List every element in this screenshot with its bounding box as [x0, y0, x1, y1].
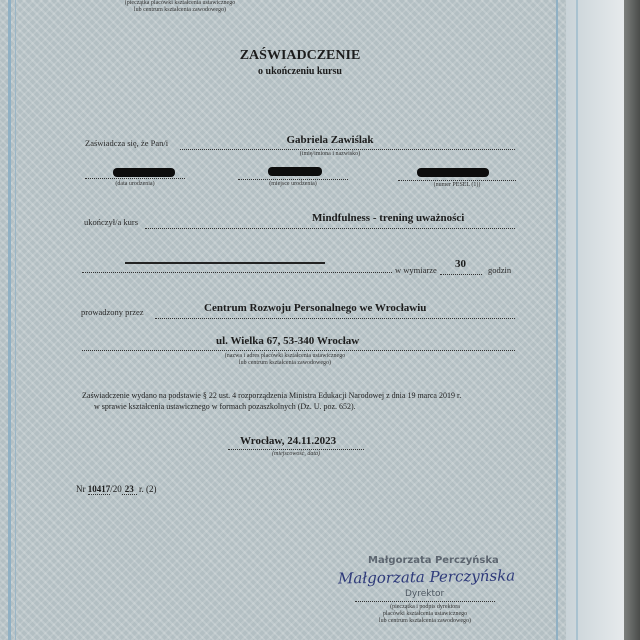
- caption-line: lub centrum kształcenia zawodowego): [238, 360, 332, 366]
- birth-place-caption: (miejsce urodzenia): [269, 181, 317, 187]
- caption-line: lub centrum kształcenia zawodowego): [378, 618, 472, 624]
- number-mid: /20: [110, 484, 122, 494]
- left-border-inner: [15, 0, 16, 640]
- recipient-label: Zaświadcza się, że Pan/i: [85, 138, 169, 148]
- adjacent-page-border: [576, 0, 578, 640]
- director-role: Dyrektor: [405, 589, 445, 599]
- dotted-line: [355, 601, 495, 602]
- left-border: [8, 0, 11, 640]
- organizer-name: Centrum Rozwoju Personalnego we Wrocławiu: [204, 302, 427, 314]
- legal-basis-line-2: w sprawie kształcenia ustawicznego w formach pozaszkolnych (Dz. U. poz. 652).: [94, 402, 356, 411]
- director-stamp-name: Małgorzata Perczyńska: [368, 555, 499, 566]
- duration-hours: 30: [455, 258, 466, 270]
- certificate-title: ZAŚWIADCZENIE: [239, 48, 361, 63]
- caption-line: (pieczątka i podpis dyrektora: [390, 604, 460, 610]
- recipient-name: Gabriela Zawiślak: [286, 134, 374, 146]
- adjacent-page: [566, 0, 624, 640]
- binder-edge: [624, 0, 640, 640]
- dotted-line: [145, 228, 515, 229]
- duration-unit: godzin: [488, 265, 512, 275]
- dotted-line: [180, 149, 515, 150]
- dotted-line: [228, 449, 364, 450]
- organizer-label: prowadzony przez: [81, 307, 144, 317]
- pesel-caption: (numer PESEL (1)): [433, 182, 481, 188]
- signature-caption: [365, 604, 485, 625]
- certificate-number: [76, 484, 157, 495]
- organizer-address: ul. Wielka 67, 53-340 Wrocław: [216, 335, 360, 347]
- dotted-line: [155, 318, 515, 319]
- stamp-note-line: (pieczątka placówki kształcenia ustawicznego: [124, 0, 236, 6]
- place-date-caption: (miejscowość, data): [272, 451, 320, 457]
- number-year: 23: [122, 484, 137, 495]
- issue-place-date: Wrocław, 24.11.2023: [240, 435, 337, 447]
- dotted-line: [398, 180, 516, 181]
- course-label: ukończył/a kurs: [84, 217, 139, 227]
- caption-line: (nazwa i adres placówki kształcenia ustawicznego: [224, 353, 346, 359]
- redacted-birth-place: [268, 167, 322, 176]
- right-border: [556, 0, 558, 640]
- number-prefix: Nr: [76, 484, 86, 494]
- legal-basis-line-1: Zaświadczenie wydano na podstawie § 22 ust. 4 rozporządzenia Ministra Edukacji Narodowej z dnia 19 marca 2019 r.: [82, 391, 462, 400]
- certificate-subtitle: o ukończeniu kursu: [258, 66, 342, 77]
- blank-strike-line: [125, 262, 325, 264]
- recipient-caption: (imię/imiona i nazwisko): [299, 151, 361, 157]
- dotted-line: [82, 350, 515, 351]
- stamp-note-line: lub centrum kształcenia zawodowego): [133, 7, 227, 13]
- header-stamp-note: [110, 0, 250, 14]
- number-value: 10417: [87, 484, 111, 494]
- birth-date-caption: (data urodzenia): [115, 181, 155, 187]
- redacted-pesel: [417, 168, 489, 177]
- dotted-line: [82, 272, 392, 273]
- dotted-line: [85, 178, 185, 179]
- dotted-line: [440, 274, 482, 275]
- dotted-line: [238, 179, 348, 180]
- course-name: Mindfulness - trening uważności: [312, 212, 465, 224]
- redacted-birth-date: [113, 168, 175, 177]
- handwritten-signature: Małgorzata Perczyńska: [337, 566, 516, 588]
- duration-label: w wymiarze: [395, 265, 437, 275]
- number-suffix: r. (2): [139, 484, 157, 494]
- organizer-caption: [215, 353, 355, 367]
- caption-line: placówki kształcenia ustawicznego: [382, 611, 468, 617]
